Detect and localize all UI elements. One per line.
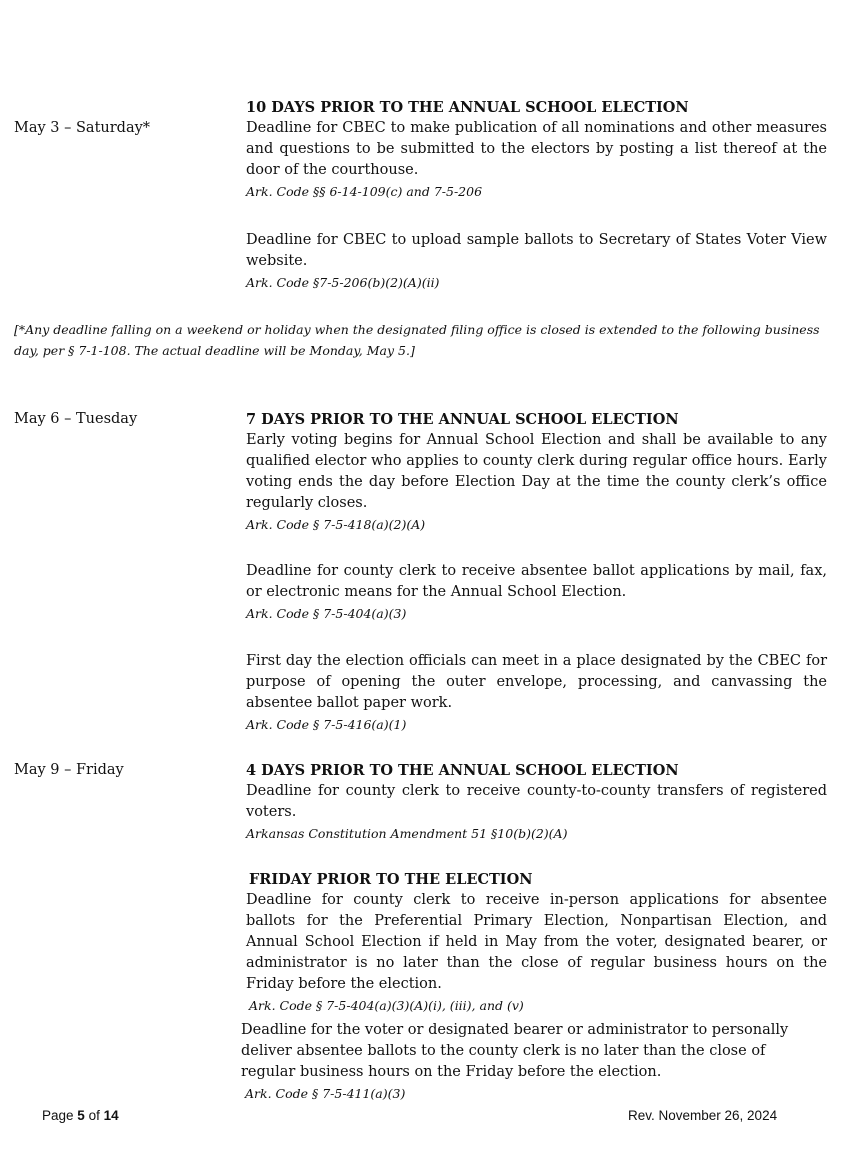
legal-citation: Ark. Code § 7-5-411(a)(3) xyxy=(245,1086,406,1101)
entry-may-6-item-3 xyxy=(246,651,827,735)
entry-may-6-item-2 xyxy=(246,561,827,624)
entry-may-9-friday-item-2 xyxy=(241,1020,827,1104)
deadline-text: Early voting begins for Annual School Election and shall be available to any qualified elector who applies to county clerk during regular office hours. Early voting ends the day before Election Day at the time the county clerk’s office regularly closes. xyxy=(246,432,827,511)
section-heading: FRIDAY PRIOR TO THE ELECTION xyxy=(249,871,533,888)
current-page: 5 xyxy=(77,1108,85,1123)
deadline-text: Deadline for county clerk to receive absentee ballot applications by mail, fax, or electronic means for the Annual School Election. xyxy=(246,563,827,600)
deadline-text: Deadline for CBEC to upload sample ballots to Secretary of States Voter View website. xyxy=(246,232,827,269)
date-label: May 3 – Saturday* xyxy=(14,120,151,136)
legal-citation: Ark. Code § 7-5-404(a)(3) xyxy=(246,606,407,621)
legal-citation: Ark. Code § 7-5-416(a)(1) xyxy=(246,717,407,732)
legal-citation: Ark. Code §7-5-206(b)(2)(A)(ii) xyxy=(246,275,440,290)
legal-citation: Ark. Code § 7-5-404(a)(3)(A)(i), (iii), and (v) xyxy=(249,998,524,1013)
of-label: of xyxy=(88,1108,100,1123)
legal-citation: Ark. Code § 7-5-418(a)(2)(A) xyxy=(246,517,426,532)
deadline-text: Deadline for the voter or designated bearer or administrator to personally deliver absentee ballots to the county clerk is no later than the close of regular business hours on the Friday before the election. xyxy=(241,1022,789,1080)
deadline-text: Deadline for CBEC to make publication of all nominations and other measures and questions to be submitted to the electors by posting a list thereof at the door of the courthouse. xyxy=(246,120,827,178)
date-label: May 9 – Friday xyxy=(14,762,124,778)
entry-may-9 xyxy=(246,760,827,844)
entry-may-3-item-2 xyxy=(246,230,827,293)
page-label: Page xyxy=(42,1108,74,1123)
entry-may-3 xyxy=(246,97,827,202)
entry-may-9-friday xyxy=(246,869,827,1016)
total-pages: 14 xyxy=(103,1108,119,1123)
weekend-holiday-note: [*Any deadline falling on a weekend or holiday when the designated filing office is closed is extended to the following business day, per § 7-1-108. The actual deadline will be Monday, May 5.] xyxy=(14,322,820,358)
date-label: May 6 – Tuesday xyxy=(14,411,138,427)
deadline-text: Deadline for county clerk to receive county-to-county transfers of registered voters. xyxy=(246,783,827,820)
deadline-text: First day the election officials can meet in a place designated by the CBEC for purpose of opening the outer envelope, processing, and canvassing the absentee ballot paper work. xyxy=(246,653,827,711)
deadline-text: Deadline for county clerk to receive in-person applications for absentee ballots for the Preferential Primary Election, Nonpartisan Election, and Annual School Election if held in May from the voter, designated bearer, or administrator is no later than the close of regular business hours on the Friday before the election. xyxy=(246,892,827,992)
revision-date: Rev. November 26, 2024 xyxy=(628,1108,778,1123)
section-heading: 4 DAYS PRIOR TO THE ANNUAL SCHOOL ELECTION xyxy=(246,762,679,779)
section-heading: 7 DAYS PRIOR TO THE ANNUAL SCHOOL ELECTION xyxy=(246,411,679,428)
page-number xyxy=(42,1108,119,1123)
legal-citation: Arkansas Constitution Amendment 51 §10(b)(2)(A) xyxy=(246,826,568,841)
section-heading: 10 DAYS PRIOR TO THE ANNUAL SCHOOL ELECTION xyxy=(246,99,689,116)
entry-may-6 xyxy=(246,409,827,535)
legal-citation: Ark. Code §§ 6-14-109(c) and 7-5-206 xyxy=(246,184,483,199)
